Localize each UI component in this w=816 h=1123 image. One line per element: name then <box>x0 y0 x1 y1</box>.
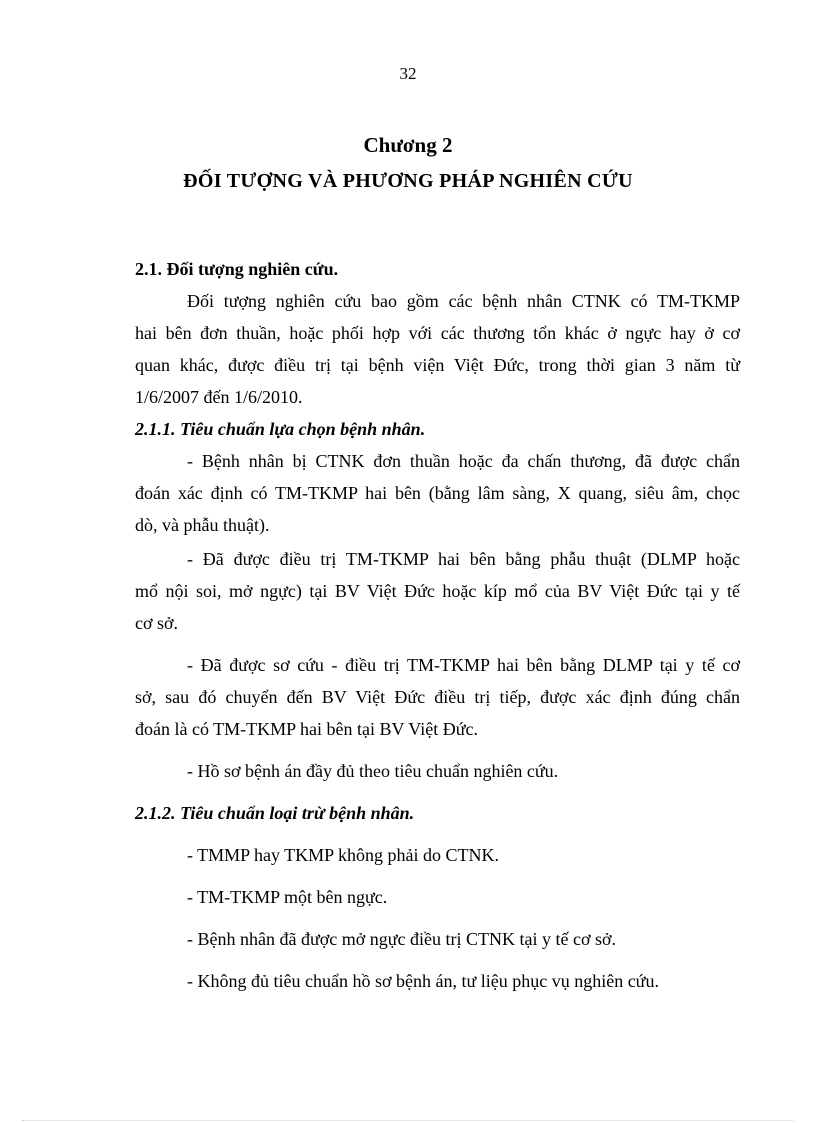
section-heading-2-1: 2.1. Đối tượng nghiên cứu. <box>135 259 339 279</box>
page-footer-rule <box>22 1120 794 1121</box>
exclusion-item: - Không đủ tiêu chuẩn hồ sơ bệnh án, tư liệu phục vụ nghiên cứu. <box>187 971 659 991</box>
paragraph-line: - Đã được điều trị TM-TKMP hai bên bằng phẫu thuật (DLMP hoặc <box>187 549 740 569</box>
section-heading-2-1-2: 2.1.2. Tiêu chuẩn loại trừ bệnh nhân. <box>135 803 415 823</box>
paragraph-line: - Bệnh nhân bị CTNK đơn thuần hoặc đa chấn thương, đã được chẩn <box>187 451 740 471</box>
paragraph-line: Đối tượng nghiên cứu bao gồm các bệnh nhân CTNK có TM-TKMP <box>187 291 740 311</box>
criteria-item: - Hồ sơ bệnh án đầy đủ theo tiêu chuẩn nghiên cứu. <box>187 761 559 781</box>
page-number: 32 <box>399 64 417 83</box>
paragraph-line: đoán xác định có TM-TKMP hai bên (bằng lâm sàng, X quang, siêu âm, chọc <box>135 483 740 503</box>
paragraph-line: - Đã được sơ cứu - điều trị TM-TKMP hai bên bằng DLMP tại y tế cơ <box>187 655 740 675</box>
criteria-item <box>135 445 740 541</box>
paragraph-line: 1/6/2007 đến 1/6/2010. <box>135 387 303 407</box>
document-body <box>135 253 740 997</box>
section-heading-2-1-1: 2.1.1. Tiêu chuẩn lựa chọn bệnh nhân. <box>135 419 426 439</box>
paragraph-line: mổ nội soi, mở ngực) tại BV Việt Đức hoặc kíp mổ của BV Việt Đức tại y tế <box>135 581 740 601</box>
paragraph-line: dò, và phẫu thuật). <box>135 515 270 535</box>
chapter-title: ĐỐI TƯỢNG VÀ PHƯƠNG PHÁP NGHIÊN CỨU <box>183 170 633 192</box>
exclusion-item: - TMMP hay TKMP không phải do CTNK. <box>187 845 500 865</box>
chapter-label: Chương 2 <box>363 133 453 157</box>
paragraph-line: cơ sở. <box>135 613 179 633</box>
exclusion-item: - TM-TKMP một bên ngực. <box>187 887 388 907</box>
paragraph-line: sở, sau đó chuyển đến BV Việt Đức điều trị tiếp, được xác định đúng chẩn <box>135 687 740 707</box>
criteria-item <box>135 543 740 639</box>
criteria-item <box>135 649 740 745</box>
paragraph-line: hai bên đơn thuần, hoặc phối hợp với các thương tổn khác ở ngực hay ở cơ <box>135 323 740 343</box>
exclusion-item: - Bệnh nhân đã được mở ngực điều trị CTNK tại y tế cơ sở. <box>187 929 616 949</box>
paragraph-study-subjects <box>135 285 740 413</box>
paragraph-line: quan khác, được điều trị tại bệnh viện Việt Đức, trong thời gian 3 năm từ <box>135 355 740 375</box>
paragraph-line: đoán là có TM-TKMP hai bên tại BV Việt Đức. <box>135 719 478 739</box>
